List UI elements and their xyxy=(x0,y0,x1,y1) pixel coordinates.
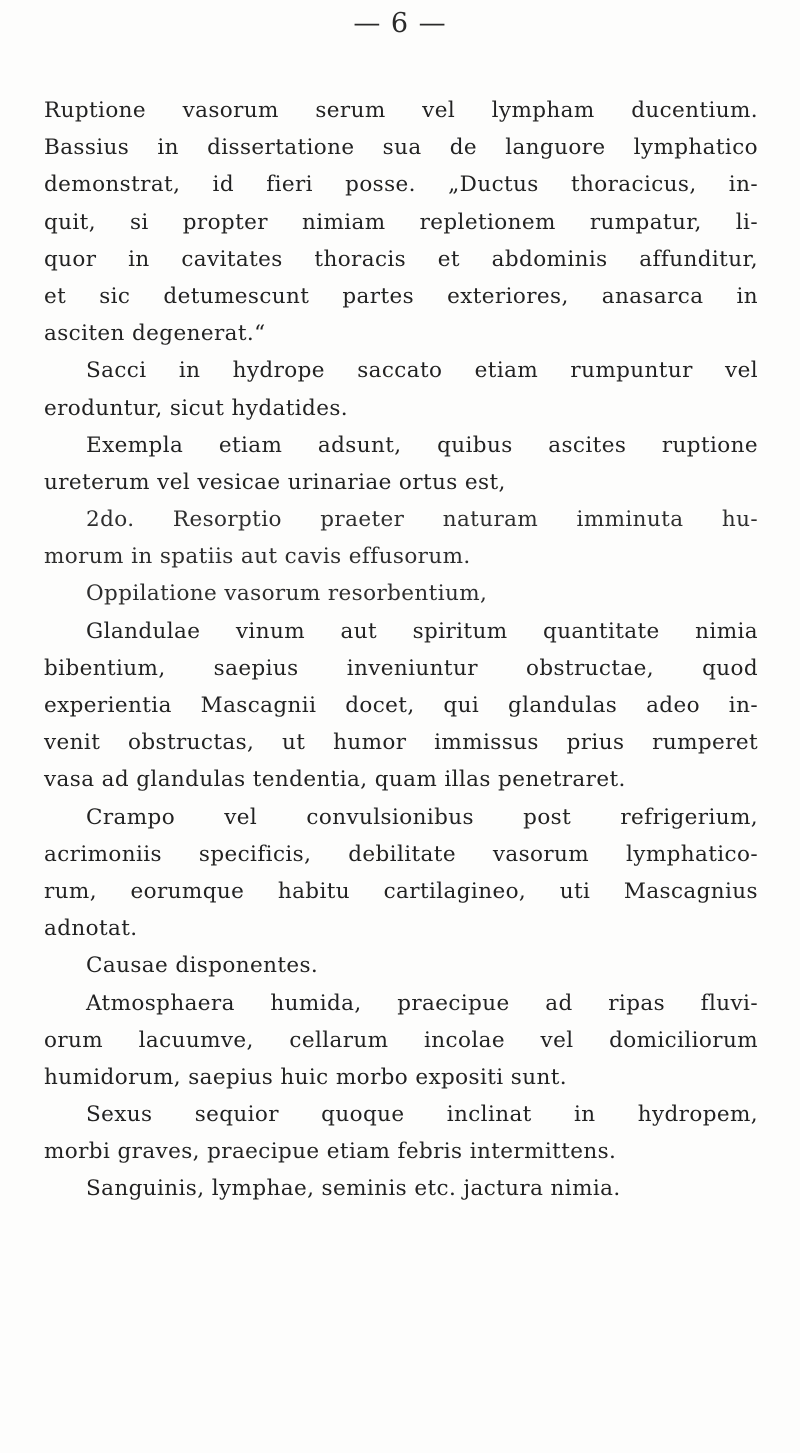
page-number: — 6 — xyxy=(353,8,447,39)
text-line: Crampo vel convulsionibus post refrigerium, xyxy=(86,804,758,830)
text-line: adnotat. xyxy=(44,916,138,942)
text-line: eroduntur, sicut hydatides. xyxy=(44,395,348,421)
text-line: orum lacuumve, cellarum incolae vel domiciliorum xyxy=(44,1027,758,1053)
text-line: acrimoniis specificis, debilitate vasorum lymphatico- xyxy=(44,841,758,867)
text-line: Sacci in hydrope saccato etiam rumpuntur vel xyxy=(86,358,758,384)
text-line: vasa ad glandulas tendentia, quam illas penetraret. xyxy=(44,767,626,793)
text-line: demonstrat, id fieri posse. „Ductus thoracicus, in- xyxy=(44,172,758,198)
text-line: ureterum vel vesicae urinariae ortus est, xyxy=(44,469,506,495)
text-line: Sexus sequior quoque inclinat in hydropem, xyxy=(86,1102,758,1128)
text-line: asciten degenerat.“ xyxy=(44,321,266,347)
text-line: Glandulae vinum aut spiritum quantitate nimia xyxy=(86,618,758,644)
text-line: experientia Mascagnii docet, qui glandulas adeo in- xyxy=(44,693,758,718)
text-line: quor in cavitates thoracis et abdominis affunditur, xyxy=(44,246,758,272)
text-line: bibentium, saepius inveniuntur obstructae, quod xyxy=(44,655,758,681)
body-text xyxy=(44,92,758,1208)
text-line: rum, eorumque habitu cartilagineo, uti Mascagnius xyxy=(44,878,758,904)
text-line: Bassius in dissertatione sua de languore lymphatico xyxy=(44,135,758,161)
text-line: morum in spatiis aut cavis effusorum. xyxy=(44,544,471,570)
text-line: Oppilatione vasorum resorbentium, xyxy=(86,581,488,607)
section-heading: Causae disponentes. xyxy=(86,953,319,979)
text-line: Sanguinis, lymphae, seminis etc. jactura nimia. xyxy=(86,1176,621,1202)
text-line: morbi graves, praecipue etiam febris intermittens. xyxy=(44,1139,617,1165)
text-line: venit obstructas, ut humor immissus prius rumperet xyxy=(44,730,758,756)
text-line: Exempla etiam adsunt, quibus ascites ruptione xyxy=(86,432,758,458)
text-line: et sic detumescunt partes exteriores, anasarca in xyxy=(44,283,758,309)
text-line: 2do. Resorptio praeter naturam imminuta hu- xyxy=(86,507,758,533)
text-line: humidorum, saepius huic morbo expositi sunt. xyxy=(44,1064,567,1090)
text-line: quit, si propter nimiam repletionem rumpatur, li- xyxy=(44,209,758,235)
text-line: Atmosphaera humida, praecipue ad ripas fluvi- xyxy=(86,990,758,1016)
text-line: Ruptione vasorum serum vel lympham ducentium. xyxy=(44,98,758,123)
